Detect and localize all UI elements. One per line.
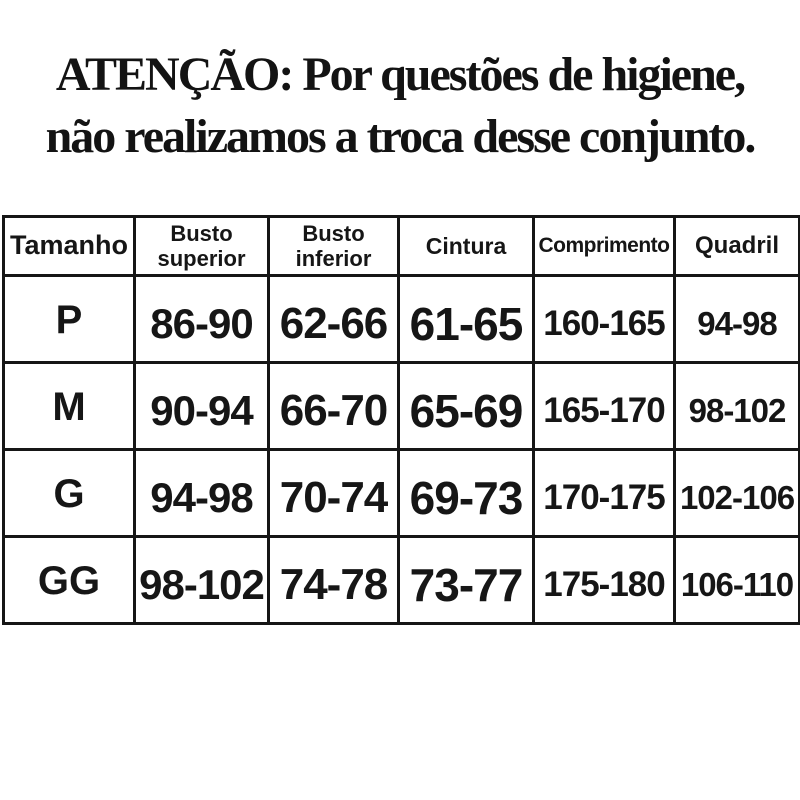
cintura-value: 69-73 xyxy=(399,450,534,537)
notice-line-1: ATENÇÃO: Por questões de higiene, xyxy=(55,48,745,101)
column-header-cintura: Cintura xyxy=(399,217,534,276)
cintura-value: 73-77 xyxy=(399,537,534,624)
size-row-g xyxy=(4,450,800,537)
size-row-gg xyxy=(4,537,800,624)
cintura-value: 65-69 xyxy=(399,363,534,450)
quadril-value: 94-98 xyxy=(675,276,800,363)
busto-inferior-value: 62-66 xyxy=(269,276,399,363)
size-table xyxy=(2,215,800,625)
cintura-value: 61-65 xyxy=(399,276,534,363)
busto-superior-value: 86-90 xyxy=(135,276,269,363)
quadril-value: 98-102 xyxy=(675,363,800,450)
hygiene-notice xyxy=(0,44,800,168)
busto-inferior-value: 66-70 xyxy=(269,363,399,450)
size-label: M xyxy=(4,363,135,450)
comprimento-value: 175-180 xyxy=(534,537,675,624)
busto-superior-value: 98-102 xyxy=(135,537,269,624)
busto-superior-value: 90-94 xyxy=(135,363,269,450)
size-label: P xyxy=(4,276,135,363)
size-table-header-row xyxy=(4,217,800,276)
comprimento-value: 170-175 xyxy=(534,450,675,537)
size-label: GG xyxy=(4,537,135,624)
size-row-p xyxy=(4,276,800,363)
column-header-busto-inferior: Busto inferior xyxy=(269,217,399,276)
column-header-busto-superior: Busto superior xyxy=(135,217,269,276)
busto-inferior-value: 74-78 xyxy=(269,537,399,624)
busto-superior-value: 94-98 xyxy=(135,450,269,537)
quadril-value: 106-110 xyxy=(675,537,800,624)
quadril-value: 102-106 xyxy=(675,450,800,537)
busto-inferior-value: 70-74 xyxy=(269,450,399,537)
comprimento-value: 165-170 xyxy=(534,363,675,450)
size-row-m xyxy=(4,363,800,450)
column-header-comprimento: Comprimento xyxy=(534,217,675,276)
comprimento-value: 160-165 xyxy=(534,276,675,363)
notice-line-2: não realizamos a troca desse conjunto. xyxy=(45,110,755,163)
column-header-tamanho: Tamanho xyxy=(4,217,135,276)
size-label: G xyxy=(4,450,135,537)
column-header-quadril: Quadril xyxy=(675,217,800,276)
